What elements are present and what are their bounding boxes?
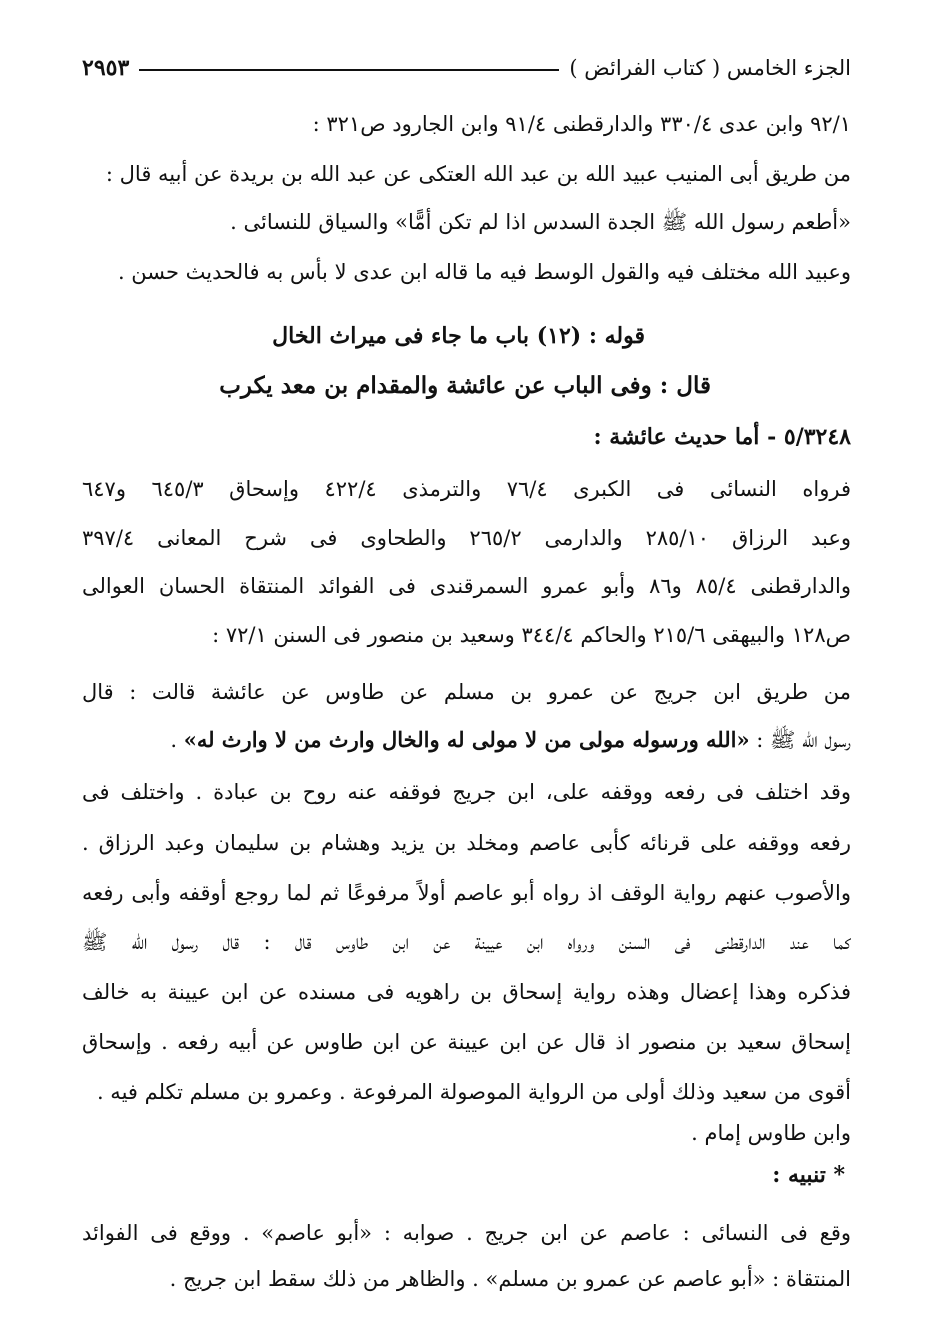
text-line: من طريق أبى المنيب عبيد الله بن عبد الله العتكى عن عبد الله بن بريدة عن أبيه قال : (105, 162, 851, 186)
text-line: وقع فى النسائى : عاصم عن ابن جريج . صوابه : «أبو عاصم» . ووقع فى الفوائد (82, 1221, 851, 1245)
hadith-end: . (170, 728, 184, 752)
text-line: إسحاق سعيد بن منصور اذ قال عن ابن عيينة عن ابن طاوس عن أبيه رفعه . وإسحاق (82, 1030, 851, 1054)
chapter-heading: قوله : (١٢) باب ما جاء فى ميراث الخال (272, 323, 645, 349)
note-heading: * تنبيه : (772, 1162, 845, 1188)
hadith-number-heading: ٥/٣٢٤٨ - أما حديث عائشة : (593, 424, 851, 450)
text-line: «أطعم رسول الله ﷺ الجدة السدس اذا لم تكن أمًّا» والسياق للنسائى . (230, 210, 851, 234)
text-line: وعبد الرزاق ٢٨٥/١٠ والدارمى ٢٦٥/٢ والطحاوى فى شرح المعانى ٣٩٧/٤ (82, 526, 851, 550)
running-title: الجزء الخامس ( كتاب الفرائض ) (569, 56, 851, 80)
hadith-intro: رسول الله ﷺ : (749, 728, 851, 752)
page-number: ٢٩٥٣ (82, 55, 130, 81)
text-line: من طريق ابن جريج عن عمرو بن مسلم عن طاوس عن عائشة قالت : قال (82, 680, 851, 704)
text-line: وقد اختلف فى رفعه ووقفه على، ابن جريج فوقفه عنه روح بن عبادة . واختلف فى (82, 780, 851, 804)
text-line: ٩٢/١ وابن عدى ٣٣٠/٤ والدارقطنى ٩١/٤ وابن الجارود ص٣٢١ : (312, 112, 851, 136)
text-line: والأصوب عنهم رواية الوقف اذ رواه أبو عاصم أولاً مرفوعًا ثم لما روجع أوقفه وأبى رفعه (82, 881, 851, 905)
header-rule (139, 69, 559, 71)
text-line: فذكره وهذا إعضال وهذه رواية إسحاق بن راهويه فى مسنده عن ابن عيينة به خالف (82, 980, 851, 1004)
text-line: فرواه النسائى فى الكبرى ٧٦/٤ والترمذى ٤٢٢/٤ وإسحاق ٦٤٥/٣ و٦٤٧ (82, 477, 851, 501)
text-line: المنتقاة : «أبو عاصم عن عمرو بن مسلم» . والظاهر من ذلك سقط ابن جريج . (169, 1267, 851, 1291)
text-line: والدارقطنى ٨٥/٤ و٨٦ وأبو عمرو السمرقندى فى الفوائد المنتقاة الحسان العوالى (82, 574, 851, 598)
hadith-quote: «الله ورسوله مولى من لا مولى له والخال وارث من لا وارث له» (183, 727, 750, 752)
text-line: كما عند الدارقطنى فى السنن ورواه ابن عيينة عن ابن طاوس قال : قال رسول الله ﷺ (82, 930, 851, 954)
text-line: وابن طاوس إمام . (691, 1121, 851, 1145)
text-line: أقوى من سعيد وذلك أولى من الرواية الموصولة المرفوعة . وعمرو بن مسلم تكلم فيه . (96, 1080, 851, 1104)
hadith-line (82, 723, 851, 757)
text-line: رفعه ووقفه على قرنائه كأبى عاصم ومخلد بن يزيد وهشام بن سليمان وعبد الرزاق . (82, 831, 851, 855)
running-header (82, 50, 851, 86)
qal-heading: قال : وفى الباب عن عائشة والمقدام بن معد يكرب (219, 372, 711, 399)
text-line: وعبيد الله مختلف فيه والقول الوسط فيه ما قاله ابن عدى لا بأس به فالحديث حسن . (117, 260, 851, 284)
text-line: ص١٢٨ والبيهقى ٢١٥/٦ والحاكم ٣٤٤/٤ وسعيد بن منصور فى السنن ٧٢/١ : (212, 623, 851, 647)
